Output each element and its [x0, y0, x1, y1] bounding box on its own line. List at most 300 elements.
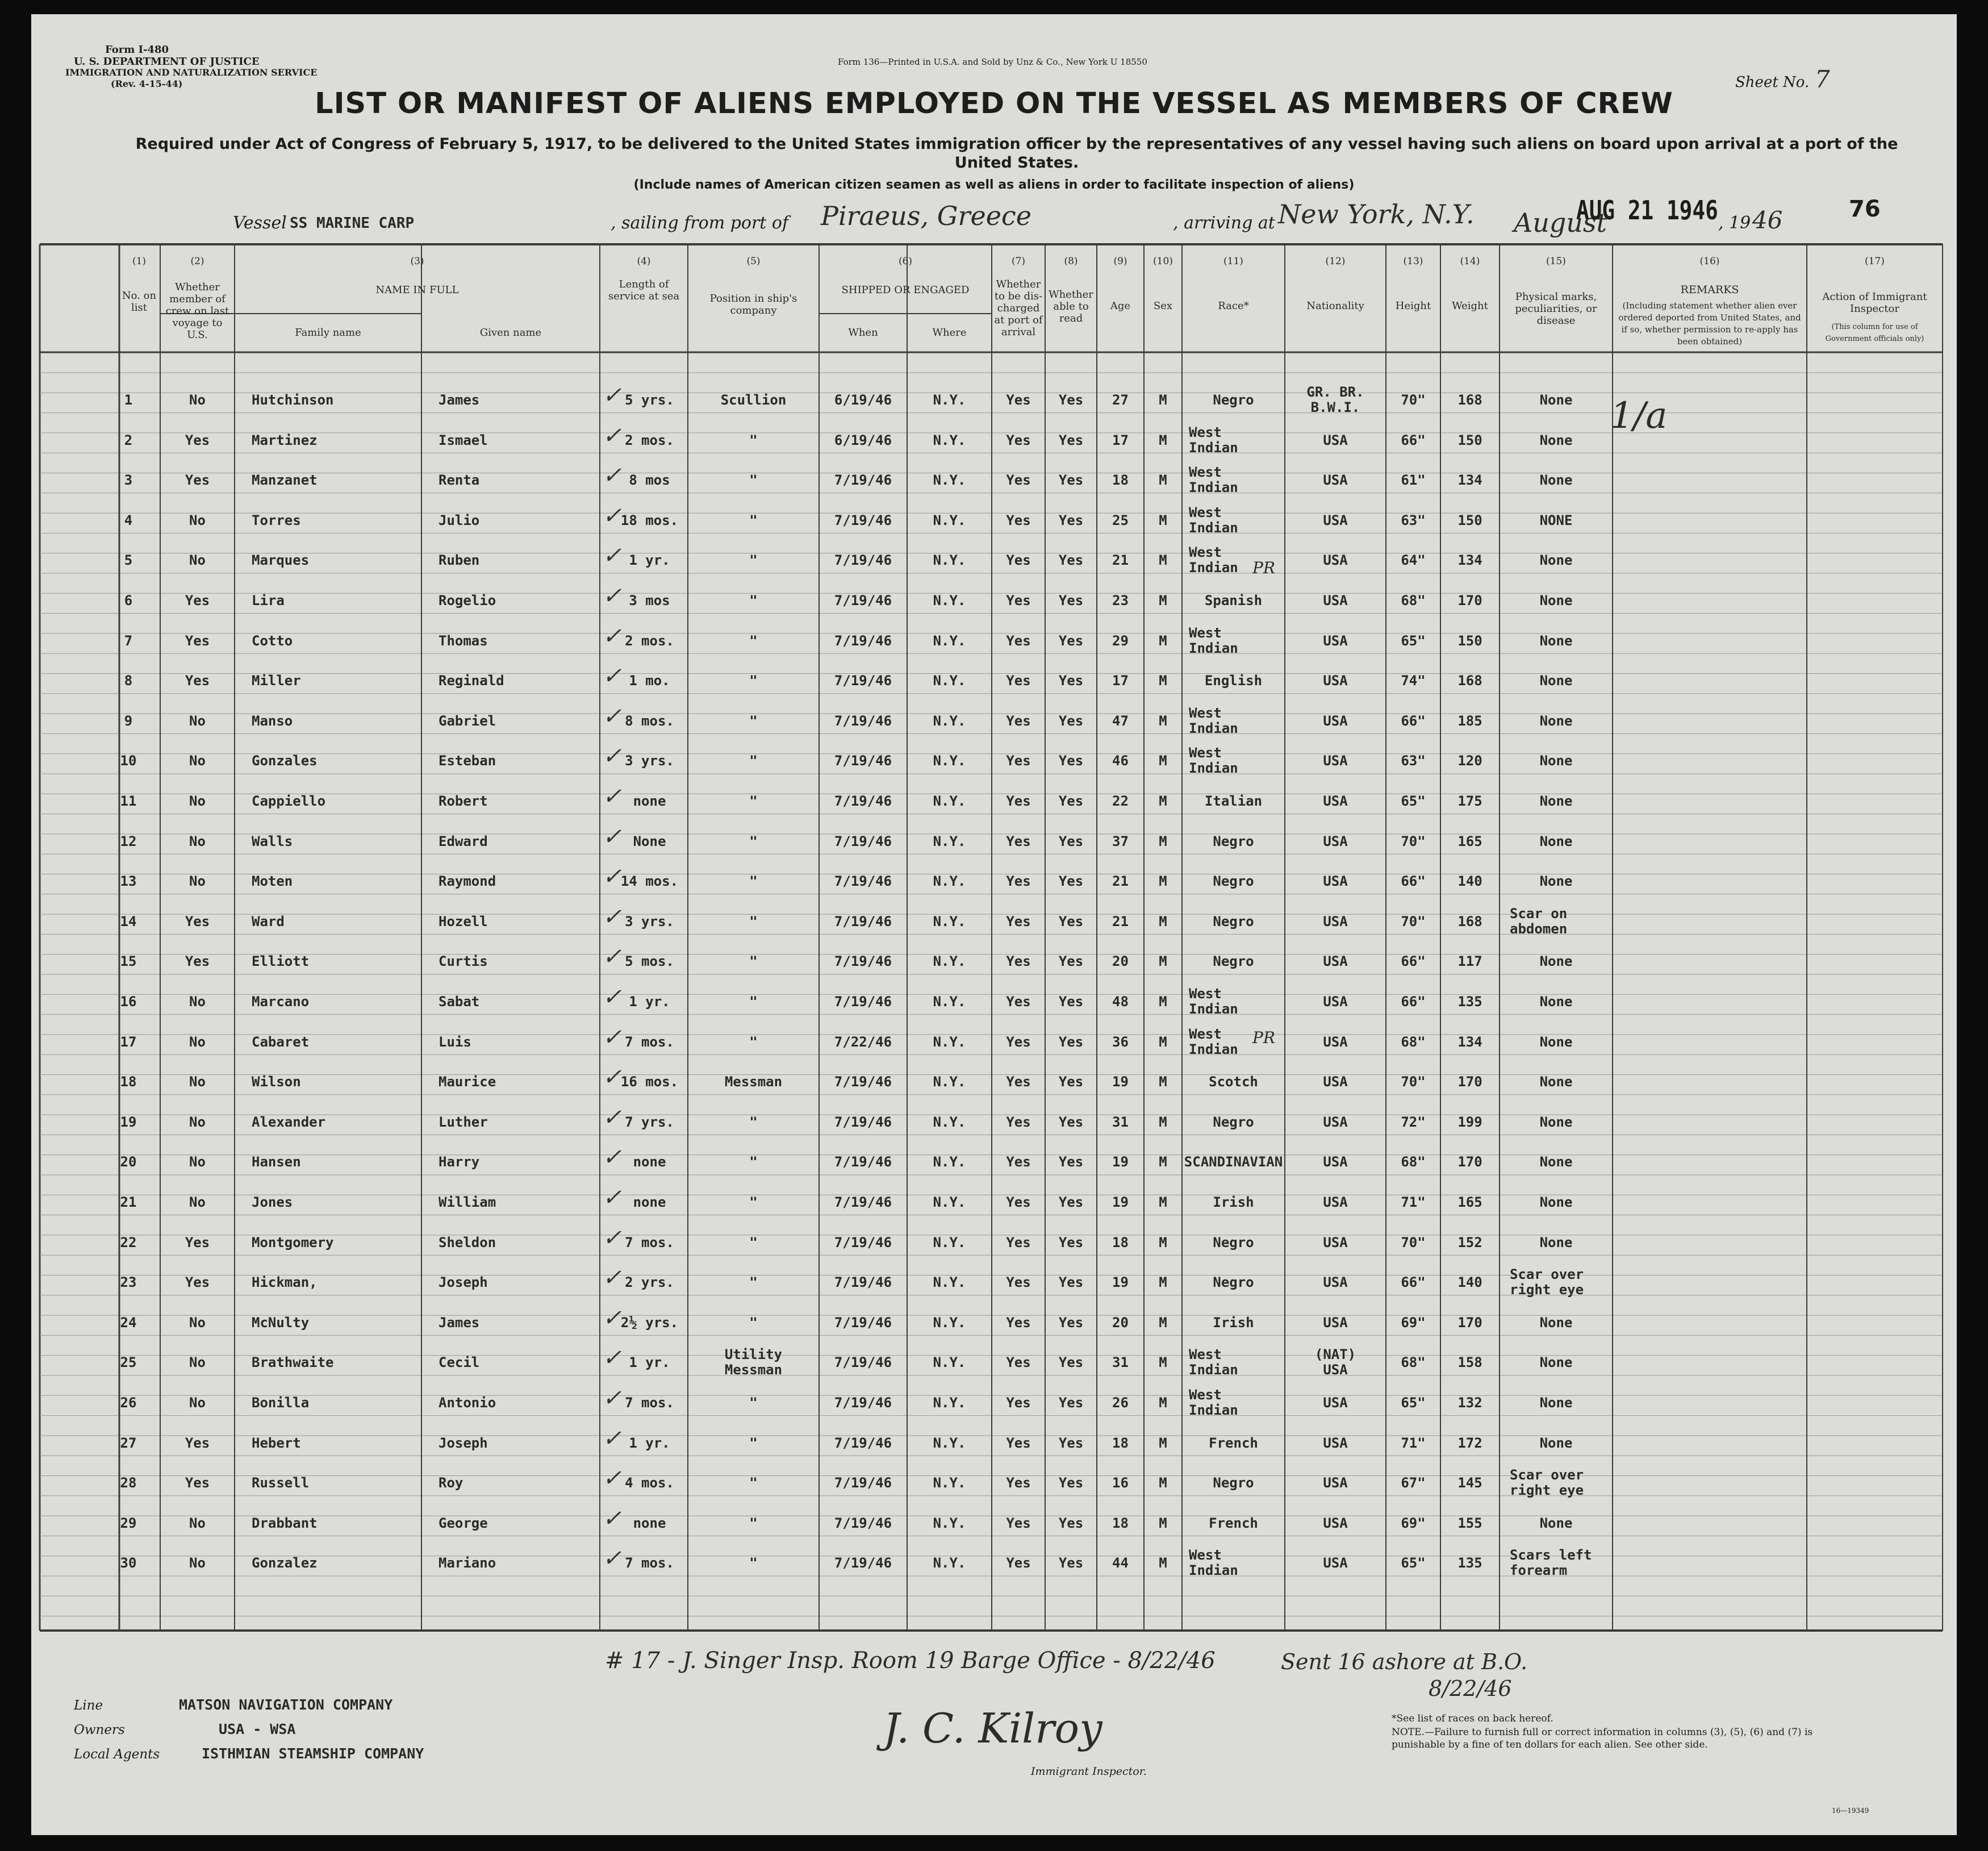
check-mark: ✓ [600, 1064, 627, 1091]
sex: M [1159, 953, 1167, 970]
position: " [749, 673, 758, 689]
column-number: (11) [1223, 256, 1243, 267]
sex: M [1159, 552, 1167, 569]
length-of-service: none [633, 1154, 666, 1170]
column-number: (5) [746, 256, 761, 267]
age: 20 [1112, 953, 1129, 970]
table-row [31, 945, 1957, 982]
shipped-when: 7/19/46 [834, 953, 892, 970]
race: West Indian [1189, 745, 1238, 777]
prior-voyage: No [189, 873, 206, 890]
race: West Indian [1189, 624, 1238, 656]
given-name: Thomas [438, 632, 488, 649]
column-number: (10) [1153, 256, 1173, 267]
shipped-where: N.Y. [933, 953, 966, 970]
row-number: 25 [120, 1354, 137, 1371]
check-mark: ✓ [600, 623, 627, 649]
row-number: 13 [120, 873, 137, 890]
prior-voyage: No [189, 1033, 206, 1050]
position: " [749, 1033, 758, 1050]
length-of-service: 1 yr. [629, 1435, 670, 1451]
table-row [31, 544, 1957, 581]
position: Messman [724, 1074, 783, 1090]
age: 37 [1112, 833, 1129, 849]
shipped-where: N.Y. [933, 1033, 966, 1050]
weight: 185 [1457, 712, 1482, 729]
table-row [31, 985, 1957, 1023]
weight: 145 [1457, 1475, 1482, 1491]
weight: 135 [1457, 1555, 1482, 1571]
family-name: Walls [252, 833, 293, 849]
row-number: 7 [124, 632, 133, 649]
sex: M [1159, 1555, 1167, 1571]
table-row [31, 704, 1957, 742]
to-be-discharged: Yes [1006, 512, 1031, 528]
check-mark: ✓ [600, 462, 627, 489]
check-mark: ✓ [600, 543, 627, 569]
physical-marks: None [1539, 793, 1573, 809]
arrival-month: August [1514, 207, 1607, 238]
to-be-discharged: Yes [1006, 1114, 1031, 1130]
to-be-discharged: Yes [1006, 833, 1031, 849]
nationality: USA [1323, 1074, 1348, 1090]
height: 71" [1401, 1435, 1426, 1451]
to-be-discharged: Yes [1006, 913, 1031, 929]
shipped-where: N.Y. [933, 873, 966, 890]
family-name: Marques [252, 552, 310, 569]
race: English [1204, 673, 1263, 689]
age: 20 [1112, 1314, 1129, 1331]
shipped-when: 7/19/46 [834, 833, 892, 849]
column-subheader: (Including statement whether alien ever ordered deported from United States, and if so, whether permission to re-apply has been obtained) [1618, 301, 1801, 347]
physical-marks: None [1539, 1435, 1573, 1451]
column-header: Physical marks, peculiarities, or disease [1515, 291, 1597, 327]
race: West Indian [1189, 704, 1238, 736]
physical-marks: None [1539, 1074, 1573, 1090]
height: 65" [1401, 793, 1426, 809]
shipped-when: 7/19/46 [834, 793, 892, 809]
sex: M [1159, 673, 1167, 689]
family-name: McNulty [252, 1314, 310, 1331]
sex: M [1159, 1354, 1167, 1371]
family-name: Lira [252, 593, 285, 608]
column-header: No. on list [122, 290, 157, 314]
row-number: 6 [124, 593, 133, 608]
row-number: 2 [124, 432, 133, 448]
shipped-when: 7/19/46 [834, 552, 892, 569]
check-mark: ✓ [600, 1304, 627, 1331]
height: 70" [1401, 833, 1426, 849]
race: French [1209, 1435, 1258, 1451]
arriving-label: , arriving at [1173, 213, 1275, 233]
check-mark: ✓ [600, 583, 627, 609]
steamship-line: MATSON NAVIGATION COMPANY [179, 1696, 393, 1713]
age: 44 [1112, 1555, 1129, 1571]
prior-voyage: Yes [185, 953, 210, 970]
length-of-service: 2 mos. [625, 632, 674, 649]
shipped-when: 7/19/46 [834, 1234, 892, 1250]
owners-label: Owners [74, 1723, 125, 1737]
shipped-where: N.Y. [933, 1114, 966, 1130]
age: 18 [1112, 1435, 1129, 1451]
to-be-discharged: Yes [1006, 1274, 1031, 1291]
nationality: USA [1323, 512, 1348, 528]
age: 23 [1112, 593, 1129, 608]
check-mark: ✓ [600, 783, 627, 810]
nationality: USA [1323, 1435, 1348, 1451]
sex: M [1159, 593, 1167, 608]
position: " [749, 1435, 758, 1451]
check-mark: ✓ [600, 1144, 627, 1171]
weight: 134 [1457, 1033, 1482, 1050]
age: 17 [1112, 432, 1129, 448]
able-to-read: Yes [1058, 1234, 1084, 1250]
age: 29 [1112, 632, 1129, 649]
weight: 120 [1457, 753, 1482, 769]
shipped-when: 7/19/46 [834, 1354, 892, 1371]
weight: 158 [1457, 1354, 1482, 1371]
height: 70" [1401, 913, 1426, 929]
table-row [31, 1306, 1957, 1344]
able-to-read: Yes [1058, 472, 1084, 489]
given-name: Antonio [438, 1395, 496, 1411]
physical-marks: None [1539, 1194, 1573, 1210]
position: " [749, 994, 758, 1010]
given-name: Harry [438, 1154, 480, 1170]
weight: 175 [1457, 793, 1482, 809]
given-name: James [438, 1314, 480, 1331]
physical-marks: None [1539, 1515, 1573, 1531]
nationality: USA [1323, 1475, 1348, 1491]
given-name: George [438, 1515, 488, 1531]
family-name: Cotto [252, 632, 293, 649]
form-code: 16—19349 [1832, 1807, 1869, 1815]
prior-voyage: Yes [185, 1274, 210, 1291]
check-mark: ✓ [600, 1465, 627, 1492]
prior-voyage: Yes [185, 913, 210, 929]
race: Negro [1213, 873, 1254, 890]
physical-marks: NONE [1539, 512, 1573, 528]
race: West Indian [1189, 1387, 1238, 1418]
family-name: Manzanet [252, 472, 318, 489]
shipped-where: N.Y. [933, 1515, 966, 1531]
height: 70" [1401, 392, 1426, 408]
family-name: Montgomery [252, 1234, 334, 1250]
length-of-service: 5 yrs. [625, 392, 674, 408]
nationality: USA [1323, 1194, 1348, 1210]
stamp-number: 76 [1849, 196, 1881, 222]
family-name: Moten [252, 873, 293, 890]
nationality: USA [1323, 1114, 1348, 1130]
sex: M [1159, 1515, 1167, 1531]
weight: 140 [1457, 1274, 1482, 1291]
prior-voyage: No [189, 1354, 206, 1371]
column-number: (16) [1699, 256, 1720, 267]
race: Irish [1213, 1314, 1254, 1331]
given-name: Cecil [438, 1354, 480, 1371]
family-name: Cabaret [252, 1033, 310, 1050]
given-name: Ismael [438, 432, 488, 448]
length-of-service: none [633, 793, 666, 809]
to-be-discharged: Yes [1006, 432, 1031, 448]
shipped-when: 7/19/46 [834, 593, 892, 608]
height: 68" [1401, 1154, 1426, 1170]
check-mark: ✓ [600, 1224, 627, 1251]
weight: 140 [1457, 873, 1482, 890]
table-row [31, 785, 1957, 822]
race-annotation-row16: PR [1252, 1028, 1275, 1047]
row-number: 5 [124, 552, 133, 569]
row-number: 1 [124, 392, 133, 408]
column-header: Height [1395, 300, 1431, 312]
physical-marks: None [1539, 1234, 1573, 1250]
physical-marks: None [1539, 1395, 1573, 1411]
family-name: Torres [252, 512, 301, 528]
age: 46 [1112, 753, 1129, 769]
check-mark: ✓ [600, 1345, 627, 1371]
check-mark: ✓ [600, 703, 627, 729]
height: 66" [1401, 873, 1426, 890]
nationality: USA [1323, 1033, 1348, 1050]
race: French [1209, 1515, 1258, 1531]
race: West Indian [1189, 1346, 1238, 1378]
shipped-where: N.Y. [933, 593, 966, 608]
physical-marks: None [1539, 1154, 1573, 1170]
length-of-service: None [633, 833, 666, 849]
age: 18 [1112, 1515, 1129, 1531]
vessel-name: SS MARINE CARP [290, 215, 415, 232]
age: 19 [1112, 1194, 1129, 1210]
nationality: USA [1323, 432, 1348, 448]
family-name: Jones [252, 1194, 293, 1210]
check-mark: ✓ [600, 823, 627, 850]
position: " [749, 1475, 758, 1491]
shipped-when: 7/22/46 [834, 1033, 892, 1050]
prior-voyage: No [189, 1154, 206, 1170]
weight: 135 [1457, 994, 1482, 1010]
weight: 132 [1457, 1395, 1482, 1411]
physical-marks: Scars left forearm [1510, 1547, 1592, 1579]
year-label: , 19 [1718, 213, 1751, 233]
column-number: (12) [1325, 256, 1346, 267]
check-mark: ✓ [600, 984, 627, 1010]
to-be-discharged: Yes [1006, 793, 1031, 809]
nationality: USA [1323, 994, 1348, 1010]
column-number: (1) [132, 256, 147, 267]
age: 18 [1112, 1234, 1129, 1250]
sex: M [1159, 1154, 1167, 1170]
height: 65" [1401, 1555, 1426, 1571]
able-to-read: Yes [1058, 673, 1084, 689]
length-of-service: 2 mos. [625, 432, 674, 448]
nationality: USA [1323, 793, 1348, 809]
race: Negro [1213, 1114, 1254, 1130]
table-row [31, 905, 1957, 943]
given-name: Esteban [438, 753, 496, 769]
able-to-read: Yes [1058, 1515, 1084, 1531]
height: 70" [1401, 1074, 1426, 1090]
race: Irish [1213, 1194, 1254, 1210]
shipped-where: N.Y. [933, 753, 966, 769]
check-mark: ✓ [600, 382, 627, 408]
column-header: Nationality [1306, 300, 1364, 312]
shipped-when: 7/19/46 [834, 1435, 892, 1451]
physical-marks: None [1539, 1314, 1573, 1331]
to-be-discharged: Yes [1006, 1354, 1031, 1371]
to-be-discharged: Yes [1006, 472, 1031, 489]
shipped-when: 7/19/46 [834, 1154, 892, 1170]
physical-marks: None [1539, 753, 1573, 769]
given-name: Renta [438, 472, 480, 489]
race: Negro [1213, 1475, 1254, 1491]
family-name: Bonilla [252, 1395, 310, 1411]
table-row [31, 1186, 1957, 1223]
weight: 170 [1457, 1314, 1482, 1331]
vessel-label: Vessel [233, 213, 287, 233]
shipped-where: N.Y. [933, 712, 966, 729]
row-number: 28 [120, 1475, 137, 1491]
position: Utility Messman [724, 1346, 783, 1378]
column-number: (14) [1460, 256, 1480, 267]
table-row [31, 1427, 1957, 1464]
length-of-service: none [633, 1194, 666, 1210]
sex: M [1159, 512, 1167, 528]
family-name: Elliott [252, 953, 310, 970]
race: West Indian [1189, 986, 1238, 1017]
position: " [749, 1114, 758, 1130]
race: West Indian [1189, 504, 1238, 536]
service: IMMIGRATION AND NATURALIZATION SERVICE [65, 67, 318, 78]
sex: M [1159, 753, 1167, 769]
height: 61" [1401, 472, 1426, 489]
weight: 170 [1457, 1154, 1482, 1170]
nationality: GR. BR. B.W.I. [1306, 384, 1364, 415]
to-be-discharged: Yes [1006, 392, 1031, 408]
given-name: Joseph [438, 1274, 488, 1291]
arrival-year: 46 [1752, 206, 1783, 234]
to-be-discharged: Yes [1006, 1033, 1031, 1050]
length-of-service: 8 mos. [625, 712, 674, 729]
check-mark: ✓ [600, 1265, 627, 1291]
weight: 134 [1457, 472, 1482, 489]
age: 27 [1112, 392, 1129, 408]
physical-marks: Scar over right eye [1510, 1266, 1584, 1298]
to-be-discharged: Yes [1006, 1475, 1031, 1491]
column-header: Whether member of crew on last voyage to U.S. [165, 281, 229, 341]
age: 26 [1112, 1395, 1129, 1411]
prior-voyage: No [189, 1515, 206, 1531]
shipped-when: 7/19/46 [834, 994, 892, 1010]
column-header: Whether able to read [1049, 289, 1093, 324]
age: 22 [1112, 793, 1129, 809]
shipped-where: N.Y. [933, 472, 966, 489]
height: 63" [1401, 512, 1426, 528]
weight: 165 [1457, 1194, 1482, 1210]
able-to-read: Yes [1058, 1395, 1084, 1411]
row-number: 19 [120, 1114, 137, 1130]
able-to-read: Yes [1058, 632, 1084, 649]
row-number: 9 [124, 712, 133, 729]
able-to-read: Yes [1058, 1114, 1084, 1130]
nationality: USA [1323, 712, 1348, 729]
physical-marks: None [1539, 994, 1573, 1010]
nationality: USA [1323, 1154, 1348, 1170]
column-number: (4) [637, 256, 651, 267]
nationality: USA [1323, 1274, 1348, 1291]
race: Spanish [1204, 593, 1263, 608]
height: 66" [1401, 953, 1426, 970]
prior-voyage: No [189, 1074, 206, 1090]
column-header: Race* [1218, 300, 1249, 312]
family-name: Russell [252, 1475, 310, 1491]
column-header: SHIPPED OR ENGAGED [841, 284, 970, 296]
race: West Indian [1189, 1547, 1238, 1579]
position: " [749, 1515, 758, 1531]
height: 72" [1401, 1114, 1426, 1130]
length-of-service: 14 mos. [620, 873, 679, 890]
position: " [749, 953, 758, 970]
height: 65" [1401, 632, 1426, 649]
nationality: USA [1323, 953, 1348, 970]
prior-voyage: Yes [185, 1475, 210, 1491]
length-of-service: 8 mos [629, 472, 670, 489]
family-name: Manso [252, 712, 293, 729]
race: Negro [1213, 1274, 1254, 1291]
family-name: Miller [252, 673, 301, 689]
given-name: Julio [438, 512, 480, 528]
prior-voyage: No [189, 392, 206, 408]
shipped-where: N.Y. [933, 632, 966, 649]
race-annotation-row5: PR [1252, 558, 1275, 577]
to-be-discharged: Yes [1006, 1555, 1031, 1571]
table-row [31, 1346, 1957, 1383]
physical-marks: None [1539, 432, 1573, 448]
sex: M [1159, 1234, 1167, 1250]
height: 66" [1401, 994, 1426, 1010]
column-number: (7) [1011, 256, 1026, 267]
family-name: Hutchinson [252, 392, 334, 408]
age: 21 [1112, 552, 1129, 569]
race: SCANDINAVIAN [1184, 1154, 1283, 1170]
shipped-where: N.Y. [933, 1395, 966, 1411]
check-mark: ✓ [600, 1545, 627, 1572]
able-to-read: Yes [1058, 913, 1084, 929]
nationality: (NAT) USA [1314, 1346, 1356, 1378]
age: 47 [1112, 712, 1129, 729]
check-mark: ✓ [600, 903, 627, 930]
race: Negro [1213, 1234, 1254, 1250]
able-to-read: Yes [1058, 833, 1084, 849]
able-to-read: Yes [1058, 1074, 1084, 1090]
table-row [31, 1065, 1957, 1103]
shipped-when: 7/19/46 [834, 1475, 892, 1491]
column-header: Weight [1452, 300, 1488, 312]
column-header: NAME IN FULL [375, 284, 459, 296]
height: 74" [1401, 673, 1426, 689]
table-row [31, 865, 1957, 902]
able-to-read: Yes [1058, 712, 1084, 729]
local-agents-label: Local Agents [74, 1747, 160, 1762]
table-row [31, 744, 1957, 782]
length-of-service: 7 mos. [625, 1234, 674, 1250]
family-name: Hebert [252, 1435, 301, 1451]
sex: M [1159, 913, 1167, 929]
sex: M [1159, 1194, 1167, 1210]
column-subheader: Family name [295, 327, 361, 339]
to-be-discharged: Yes [1006, 632, 1031, 649]
sailing-from: Piraeus, Greece [821, 201, 1031, 231]
row-number: 8 [124, 673, 133, 689]
